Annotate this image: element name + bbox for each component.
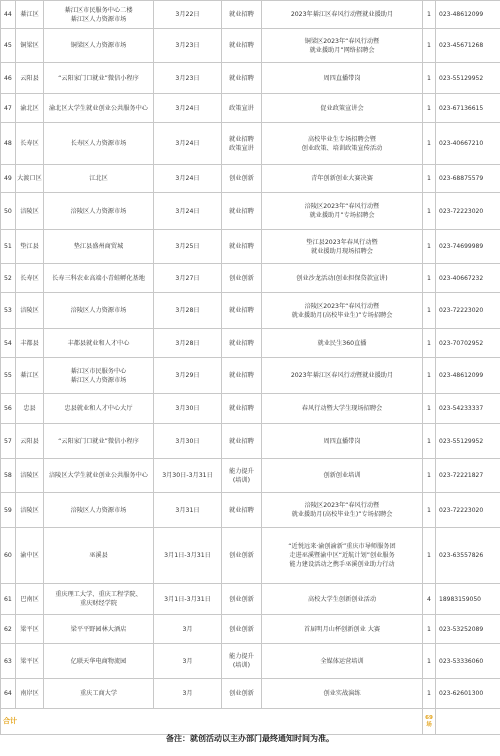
activity-cell: 全媒体运营培训	[262, 644, 423, 679]
date-cell: 3月30日	[154, 424, 222, 459]
district-cell: 梁平区	[16, 644, 44, 679]
district-cell: 渝北区	[16, 94, 44, 123]
count-cell: 1	[423, 1, 436, 29]
district-cell: 云阳县	[16, 424, 44, 459]
district-cell: 大渡口区	[16, 165, 44, 193]
district-cell: 涪陵区	[16, 459, 44, 493]
venue-cell: 綦江区市民服务中心 綦江区人力资源市场	[44, 358, 154, 394]
row-number: 59	[1, 493, 16, 528]
table-row	[1, 29, 500, 63]
activity-cell: 铜梁区2023年“春风行动暨 就业援助月”网络招聘会	[262, 29, 423, 63]
count-cell: 1	[423, 264, 436, 293]
table-row	[1, 358, 500, 394]
phone-cell: 023-68875579	[436, 165, 500, 193]
phone-cell: 023-53252089	[436, 615, 500, 644]
category-cell: 就业招聘 政策宣讲	[222, 123, 262, 165]
date-cell: 3月24日	[154, 123, 222, 165]
table-row	[1, 293, 500, 329]
district-cell: 涪陵区	[16, 493, 44, 528]
row-number: 46	[1, 63, 16, 94]
count-cell: 1	[423, 644, 436, 679]
count-cell: 1	[423, 29, 436, 63]
count-cell: 1	[423, 123, 436, 165]
count-cell: 1	[423, 528, 436, 584]
row-number: 48	[1, 123, 16, 165]
category-cell: 就业招聘	[222, 358, 262, 394]
category-cell: 就业招聘	[222, 193, 262, 230]
phone-cell: 023-45671268	[436, 29, 500, 63]
table-row	[1, 193, 500, 230]
district-cell: 綦江区	[16, 358, 44, 394]
district-cell: 云阳县	[16, 63, 44, 94]
count-cell: 1	[423, 165, 436, 193]
row-number: 50	[1, 193, 16, 230]
phone-cell: 023-55129952	[436, 424, 500, 459]
date-cell: 3月28日	[154, 329, 222, 358]
activity-cell: 促业政策宣讲会	[262, 94, 423, 123]
district-cell: 南岸区	[16, 679, 44, 709]
activity-cell: 就业民生360直播	[262, 329, 423, 358]
category-cell: 能力提升 (培训)	[222, 644, 262, 679]
category-cell: 创业创新	[222, 528, 262, 584]
district-cell: 垫江县	[16, 230, 44, 264]
table-row	[1, 394, 500, 424]
table-row	[1, 264, 500, 293]
venue-cell: 涪陵区大学生就业创业公共服务中心	[44, 459, 154, 493]
count-cell: 1	[423, 424, 436, 459]
category-cell: 就业招聘	[222, 29, 262, 63]
date-cell: 3月27日	[154, 264, 222, 293]
district-cell: 綦江区	[16, 1, 44, 29]
activity-cell: “近悦远来·渝创渝新”重庆市导师服务团 走进巫溪暨渝中区“近航计划”创业服务 能力建设活动之携手巫溪创业助力行动	[262, 528, 423, 584]
table-row	[1, 63, 500, 94]
phone-cell: 023-53336060	[436, 644, 500, 679]
district-cell: 巴南区	[16, 584, 44, 615]
category-cell: 政策宣讲	[222, 94, 262, 123]
venue-cell: 垫江县盛州商贸城	[44, 230, 154, 264]
table-body	[1, 1, 500, 735]
row-number: 53	[1, 293, 16, 329]
activity-cell: 创业沙龙活动(创业担保贷款宣讲)	[262, 264, 423, 293]
phone-cell: 023-54233337	[436, 394, 500, 424]
table-row	[1, 123, 500, 165]
activity-cell: 涪陵区2023年“春风行动暨 就业援助月”专场招聘会	[262, 193, 423, 230]
venue-cell: 涪陵区人力资源市场	[44, 193, 154, 230]
date-cell: 3月23日	[154, 29, 222, 63]
row-number: 54	[1, 329, 16, 358]
activity-cell: 涪陵区2023年“春风行动暨 就业援助月(高校毕业生)”专场招聘会	[262, 293, 423, 329]
table-row	[1, 329, 500, 358]
category-cell: 就业招聘	[222, 493, 262, 528]
row-number: 63	[1, 644, 16, 679]
phone-cell: 023-48612099	[436, 1, 500, 29]
category-cell: 就业招聘	[222, 230, 262, 264]
date-cell: 3月31日	[154, 493, 222, 528]
phone-cell: 023-40667210	[436, 123, 500, 165]
row-number: 58	[1, 459, 16, 493]
activity-cell: 首届明月山杯创新创业 大赛	[262, 615, 423, 644]
category-cell: 创业创新	[222, 615, 262, 644]
activity-cell: 创新创业培训	[262, 459, 423, 493]
table-row	[1, 459, 500, 493]
venue-cell: 铜梁区人力资源市场	[44, 29, 154, 63]
count-cell: 4	[423, 584, 436, 615]
footer-note: 备注：就创活动以主办部门最终通知时间为准。	[166, 734, 334, 743]
row-number: 62	[1, 615, 16, 644]
date-cell: 3月29日	[154, 358, 222, 394]
category-cell: 就业招聘	[222, 293, 262, 329]
category-cell: 就业招聘	[222, 329, 262, 358]
count-cell: 1	[423, 679, 436, 709]
category-cell: 创业创新	[222, 264, 262, 293]
count-cell: 1	[423, 63, 436, 94]
phone-cell: 023-70702952	[436, 329, 500, 358]
venue-cell: 长寿区人力资源市场	[44, 123, 154, 165]
table-row	[1, 528, 500, 584]
table-row	[1, 679, 500, 709]
count-cell: 1	[423, 94, 436, 123]
phone-cell: 023-72223020	[436, 293, 500, 329]
row-number: 61	[1, 584, 16, 615]
date-cell: 3月1日-3月31日	[154, 528, 222, 584]
category-cell: 创业创新	[222, 584, 262, 615]
activity-cell: 春风行动暨大学生现场招聘会	[262, 394, 423, 424]
row-number: 47	[1, 94, 16, 123]
row-number: 44	[1, 1, 16, 29]
table-row	[1, 493, 500, 528]
activity-cell: 周四直播带岗	[262, 424, 423, 459]
phone-cell: 023-72223020	[436, 193, 500, 230]
table-row	[1, 424, 500, 459]
count-cell: 1	[423, 394, 436, 424]
table-row	[1, 615, 500, 644]
row-number: 64	[1, 679, 16, 709]
date-cell: 3月23日	[154, 63, 222, 94]
district-cell: 涪陵区	[16, 193, 44, 230]
phone-cell: 023-74699989	[436, 230, 500, 264]
count-cell: 1	[423, 493, 436, 528]
district-cell: 丰都县	[16, 329, 44, 358]
count-cell: 1	[423, 358, 436, 394]
venue-cell: 重庆工商大学	[44, 679, 154, 709]
district-cell: 涪陵区	[16, 293, 44, 329]
phone-cell: 023-67136615	[436, 94, 500, 123]
count-cell: 1	[423, 293, 436, 329]
venue-cell: 巫溪县	[44, 528, 154, 584]
venue-cell: 江北区	[44, 165, 154, 193]
district-cell: 长寿区	[16, 264, 44, 293]
activity-cell: 高校大学生创新创业活动	[262, 584, 423, 615]
venue-cell: 长寿三科农业高端小青蛙孵化基地	[44, 264, 154, 293]
total-count: 69场	[423, 709, 436, 735]
row-number: 51	[1, 230, 16, 264]
district-cell: 渝中区	[16, 528, 44, 584]
date-cell: 3月22日	[154, 1, 222, 29]
district-cell: 长寿区	[16, 123, 44, 165]
venue-cell: “云阳家门口就业”微信小程序	[44, 63, 154, 94]
row-number: 56	[1, 394, 16, 424]
total-empty-cell	[436, 709, 500, 735]
activity-cell: 高校毕业生专场招聘会暨 创业政策、培训政策宣传活动	[262, 123, 423, 165]
phone-cell: 023-40667232	[436, 264, 500, 293]
total-label: 合计	[1, 709, 423, 735]
phone-cell: 023-72223020	[436, 493, 500, 528]
total-row	[1, 709, 500, 735]
table-row	[1, 230, 500, 264]
date-cell: 3月24日	[154, 165, 222, 193]
date-cell: 3月25日	[154, 230, 222, 264]
row-number: 57	[1, 424, 16, 459]
date-cell: 3月24日	[154, 94, 222, 123]
district-cell: 忠县	[16, 394, 44, 424]
phone-cell: 023-63557826	[436, 528, 500, 584]
date-cell: 3月28日	[154, 293, 222, 329]
category-cell: 能力提升 (培训)	[222, 459, 262, 493]
date-cell: 3月30日-3月31日	[154, 459, 222, 493]
venue-cell: 渝北区大学生就业创业公共服务中心	[44, 94, 154, 123]
phone-cell: 023-62601300	[436, 679, 500, 709]
venue-cell: 涪陵区人力资源市场	[44, 293, 154, 329]
row-number: 49	[1, 165, 16, 193]
venue-cell: 綦江区市民服务中心二楼 綦江区人力资源市场	[44, 1, 154, 29]
count-cell: 1	[423, 459, 436, 493]
district-cell: 梁平区	[16, 615, 44, 644]
table-row	[1, 165, 500, 193]
count-cell: 1	[423, 329, 436, 358]
venue-cell: 丰都县就业和人才中心	[44, 329, 154, 358]
activity-cell: 周四直播带岗	[262, 63, 423, 94]
row-number: 60	[1, 528, 16, 584]
activity-cell: 涪陵区2023年“春风行动暨 就业援助月(高校毕业生)”专场招聘会	[262, 493, 423, 528]
category-cell: 就业招聘	[222, 394, 262, 424]
category-cell: 就业招聘	[222, 63, 262, 94]
table-row	[1, 584, 500, 615]
count-cell: 1	[423, 230, 436, 264]
venue-cell: 梁平平野园林大酒店	[44, 615, 154, 644]
count-cell: 1	[423, 193, 436, 230]
row-number: 55	[1, 358, 16, 394]
date-cell: 3月	[154, 679, 222, 709]
venue-cell: 忠县就业和人才中心大厅	[44, 394, 154, 424]
row-number: 45	[1, 29, 16, 63]
date-cell: 3月1日-3月31日	[154, 584, 222, 615]
category-cell: 创业创新	[222, 679, 262, 709]
count-cell: 1	[423, 615, 436, 644]
activity-cell: 创业实战演练	[262, 679, 423, 709]
venue-cell: 涪陵区人力资源市场	[44, 493, 154, 528]
category-cell: 创业创新	[222, 165, 262, 193]
activity-cell: 垫江县2023年春风行动暨 就业援助月现场招聘会	[262, 230, 423, 264]
table-row	[1, 94, 500, 123]
phone-cell: 023-48612099	[436, 358, 500, 394]
activity-cell: 青年创新创业大赛决赛	[262, 165, 423, 193]
venue-cell: 重庆理工大学、重庆工程学院、 重庆财经学院	[44, 584, 154, 615]
date-cell: 3月	[154, 615, 222, 644]
phone-cell: 023-72221827	[436, 459, 500, 493]
row-number: 52	[1, 264, 16, 293]
category-cell: 就业招聘	[222, 424, 262, 459]
phone-cell: 18983159050	[436, 584, 500, 615]
venue-cell: “云阳家门口就业”微信小程序	[44, 424, 154, 459]
venue-cell: 亿联天华电商物流园	[44, 644, 154, 679]
phone-cell: 023-55129952	[436, 63, 500, 94]
activity-cell: 2023年綦江区春风行动暨就业援助月	[262, 358, 423, 394]
date-cell: 3月30日	[154, 394, 222, 424]
date-cell: 3月24日	[154, 193, 222, 230]
activity-cell: 2023年綦江区春风行动暨就业援助月	[262, 1, 423, 29]
district-cell: 铜梁区	[16, 29, 44, 63]
table-row	[1, 1, 500, 29]
category-cell: 就业招聘	[222, 1, 262, 29]
table-row	[1, 644, 500, 679]
date-cell: 3月	[154, 644, 222, 679]
